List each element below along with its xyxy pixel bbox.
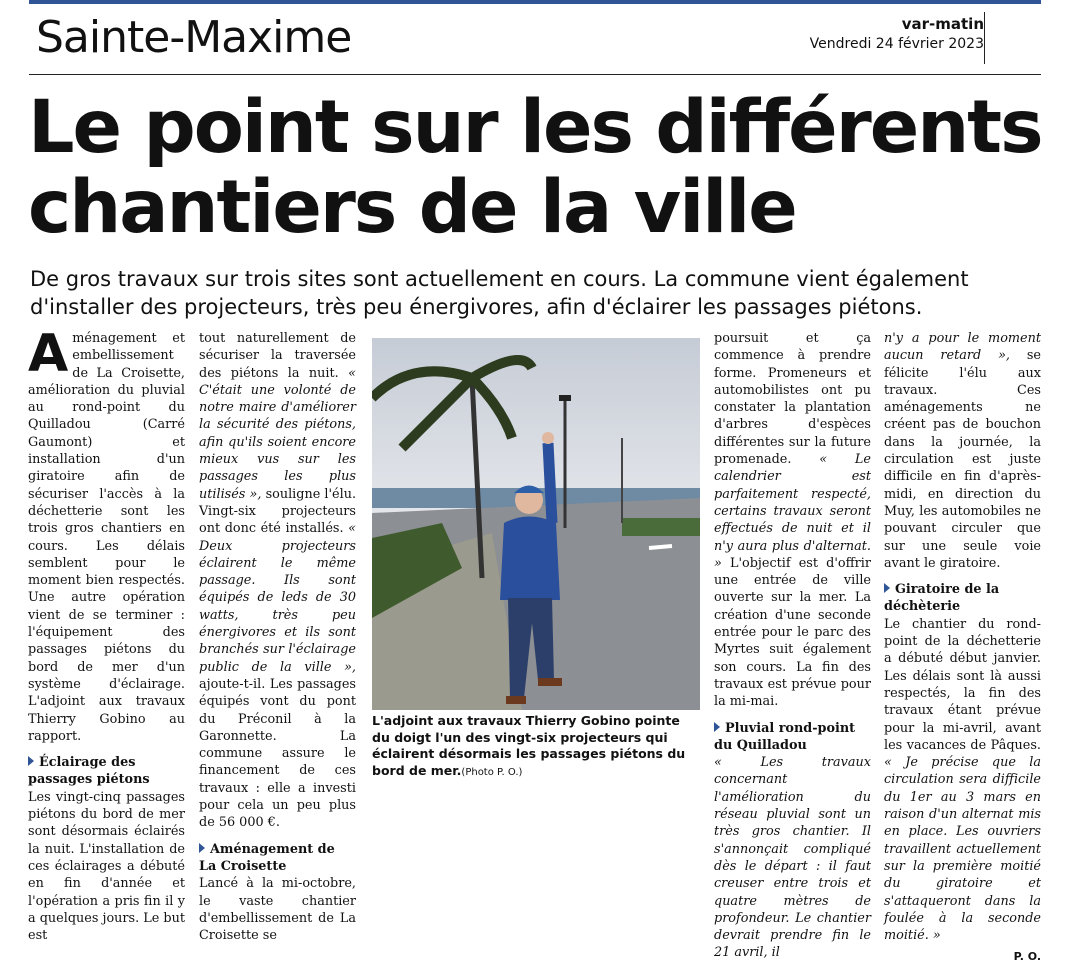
- subhead-pluvial: Pluvial rond-point du Quilladou: [714, 720, 856, 753]
- quote: « Les travaux concernant l'amélioration du réseau pluvial sont un très gros chantier. Il s'annonçait compliqué dès le départ : il faut creuser entre trois et quatre mètres de profondeur. Le chantier devrait prendre fin le 21 avril, il: [714, 755, 871, 961]
- column-3: [714, 330, 871, 962]
- article-lede: De gros travaux sur trois sites sont actuellement en cours. La commune vient également d'installer des projecteurs, très peu énergivores, afin d'éclairer les passages piétons.: [30, 267, 969, 319]
- body-paragraph: tout naturellement de sécuriser la traversée des piétons la nuit. « C'était une volonté de notre maire d'améliorer la sécurité des piétons, afin qu'ils soient encore mieux vus sur les passages les plus utilisés », souligne l'élu. Vingt-six projecteurs ont donc été installés. « Deux projecteurs éclairent le même passage. Ils sont équipés de leds de 30 watts, très peu énergivores et ils sont branchés sur l'éclairage public de la ville », ajoute-t-il. Les passages équipés vont du pont du Préconil à la Garonnette. La commune assure le financement de ces travaux : elle a investi pour cela un peu plus de 56 000 €.: [199, 331, 357, 831]
- photo-credit: (Photo P. O.): [461, 766, 523, 778]
- body-paragraph: Les vingt-cinq passages piétons du bord de mer sont désormais éclairés la nuit. L'installation de ces éclairages a débuté en fin d'année et l'opération a pris fin il y a quelques jours. Le but est: [28, 789, 185, 944]
- body-paragraph: poursuit et ça commence à prendre forme. Promeneurs et automobilistes ont pu constater la plantation d'arbres d'espèces différentes sur la future promenade. « Le calendrier est parfaitement respecté, certains travaux seront effectués de nuit et il n'y aura plus d'alternat. » L'objectif est d'offrir une entrée de ville ouverte sur la mer. La création d'une seconde entrée pour le parc des Myrtes suit également son cours. La fin des travaux est prévue pour la mi-mai.: [714, 331, 871, 710]
- section-title: Sainte-Maxime: [36, 12, 352, 63]
- quote: « Deux projecteurs éclairent le même passage. Ils sont équipés de leds de 30 watts, très peu énergivores et ils sont branchés sur l'éclairage public de la ville »,: [199, 521, 356, 675]
- bullet-triangle-icon: [884, 583, 890, 593]
- body-paragraph: Lancé à la mi-octobre, le vaste chantier d'embellissement de La Croisette se: [199, 876, 356, 944]
- quote: « Je précise que la circulation sera difficile du 1er au 3 mars en raison d'un alternat mis en place. Les ouvriers travaillent actuellement sur la première moitié du giratoire et s'attaqueront dans la foulée à la seconde moitié. »: [884, 755, 1041, 944]
- intro-paragraph: ménagement et embellissement de La Croisette, amélioration du pluvial au rond-point du Quilladou (Carré Gaumont) et installation d'un giratoire afin de sécuriser l'accès à la déchetterie sont les trois gros chantiers en cours. Les délais semblent pour le moment bien respectés. Une autre opération vient de se terminer : l'équipement des passages piétons du bord de mer d'un système d'éclairage. L'adjoint aux travaux Thierry Gobino au rapport.: [28, 331, 185, 744]
- bullet-triangle-icon: [28, 756, 34, 766]
- masthead: [810, 14, 984, 54]
- column-2: [199, 330, 356, 944]
- author-signature: P. O.: [1013, 950, 1041, 964]
- body-paragraph: n'y a pour le moment aucun retard », se félicite l'élu aux travaux. Ces aménagements ne créent pas de bouchon dans la journée, la circulation est juste difficile en fin d'après-midi, en direction du Muy, les automobiles ne pouvant circuler que sur une seule voie avant le giratoire.: [884, 331, 1041, 571]
- bullet-triangle-icon: [199, 843, 205, 853]
- masthead-divider: [984, 12, 985, 64]
- subhead-lighting: Éclairage des passages piétons: [28, 755, 150, 788]
- headline-line-2: chantiers de la ville: [28, 165, 796, 250]
- photo-caption: L'adjoint aux travaux Thierry Gobino pointe du doigt l'un des vingt-six projecteurs qui éclairent désormais les passages piétons du bord de mer.(Photo P. O.): [372, 713, 686, 778]
- publication-date: Vendredi 24 février 2023: [809, 36, 984, 52]
- column-1: [28, 324, 185, 944]
- photo-illustration: [372, 338, 700, 710]
- subhead-dechetterie: Giratoire de la déchèterie: [884, 582, 1000, 615]
- drop-cap: A: [28, 324, 69, 384]
- column-4: [884, 330, 1041, 966]
- subhead-croisette: Aménagement de La Croisette: [199, 841, 335, 874]
- quote: n'y a pour le moment aucun retard »,: [884, 331, 1041, 364]
- newspaper-brand: var-matin: [901, 15, 984, 33]
- article-photo: [372, 338, 700, 710]
- article-headline: [28, 85, 1058, 250]
- header-rule: [29, 74, 1041, 75]
- headline-line-1: Le point sur les différents: [28, 85, 1042, 170]
- body-paragraph: Le chantier du rond-point de la déchetterie a débuté début janvier. Les délais sont là aussi respectés, la fin des travaux étant prévue pour la mi-avril, avant les vacances de Pâques. « Je précise que la circulation sera difficile du 1er au 3 mars en raison d'un alternat mis en place. Les ouvriers travaillent actuellement sur la première moitié du giratoire et s'attaqueront dans la foulée à la seconde moitié. »: [884, 616, 1041, 944]
- bullet-triangle-icon: [714, 722, 720, 732]
- top-color-bar: [29, 0, 1041, 4]
- quote: « C'était une volonté de notre maire d'améliorer la sécurité des piétons, afin qu'ils soient encore mieux vus sur les passages les plus utilisés »,: [199, 365, 356, 502]
- quote: « Le calendrier est parfaitement respecté, certains travaux seront effectués de nuit et il n'y aura plus d'alternat. »: [714, 452, 871, 571]
